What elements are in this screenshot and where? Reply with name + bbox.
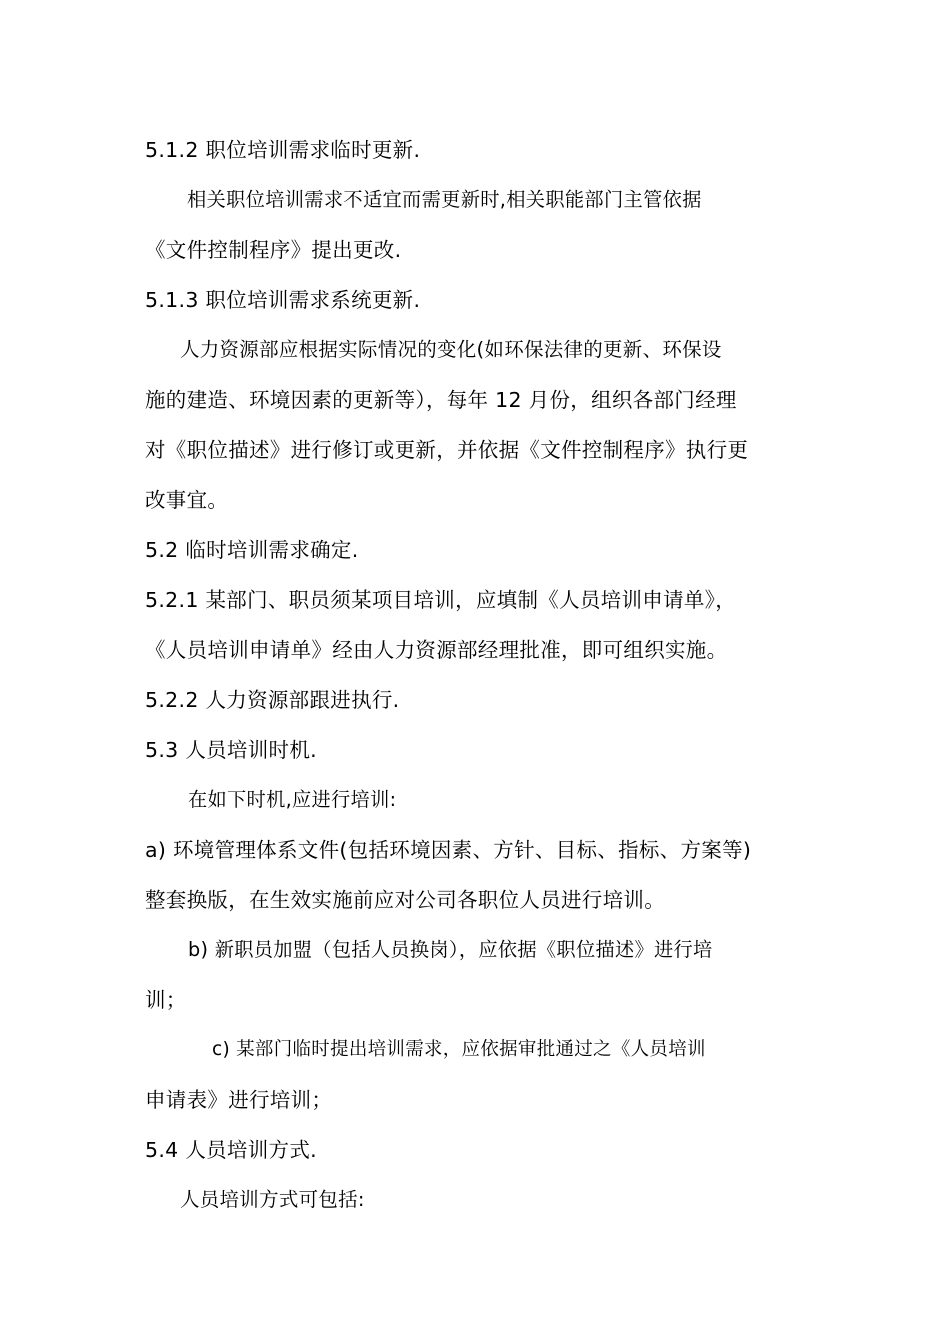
heading-5-4: 5.4 人员培训方式. <box>145 1138 317 1162</box>
heading-5-2-1: 5.2.1 某部门、职员须某项目培训，应填制《人员培训申请单》， <box>145 588 737 612</box>
paragraph-line: 人员培训方式可包括: <box>180 1188 365 1211</box>
paragraph-line: 施的建造、环境因素的更新等），每年 12 月份，组织各部门经理 <box>145 388 737 412</box>
paragraph-line: 人力资源部应根据实际情况的变化(如环保法律的更新、环保设 <box>180 338 722 361</box>
list-item-c: c) 某部门临时提出培训需求，应依据审批通过之《人员培训 <box>212 1039 706 1060</box>
paragraph-line: 对《职位描述》进行修订或更新，并依据《文件控制程序》执行更 <box>145 438 749 462</box>
list-item-a: a) 环境管理体系文件(包括环境因素、方针、目标、指标、方案等) <box>145 838 752 862</box>
paragraph-line: 训； <box>145 988 187 1012</box>
paragraph-line: 相关职位培训需求不适宜而需更新时,相关职能部门主管依据 <box>187 188 702 211</box>
heading-5-3: 5.3 人员培训时机. <box>145 738 317 762</box>
heading-5-1-2: 5.1.2 职位培训需求临时更新. <box>145 138 421 162</box>
list-item-b: b) 新职员加盟（包括人员换岗），应依据《职位描述》进行培 <box>188 938 713 961</box>
paragraph-line: 《文件控制程序》提出更改. <box>145 238 402 262</box>
paragraph-line: 《人员培训申请单》经由人力资源部经理批准，即可组织实施。 <box>145 638 728 662</box>
heading-5-2: 5.2 临时培训需求确定. <box>145 538 359 562</box>
paragraph-line: 整套换版，在生效实施前应对公司各职位人员进行培训。 <box>145 888 665 912</box>
heading-5-1-3: 5.1.3 职位培训需求系统更新. <box>145 288 421 312</box>
paragraph-line: 改事宜。 <box>145 488 229 512</box>
heading-5-2-2: 5.2.2 人力资源部跟进执行. <box>145 688 400 712</box>
paragraph-line: 在如下时机,应进行培训: <box>188 788 397 811</box>
paragraph-line: 申请表》进行培训； <box>145 1088 333 1112</box>
